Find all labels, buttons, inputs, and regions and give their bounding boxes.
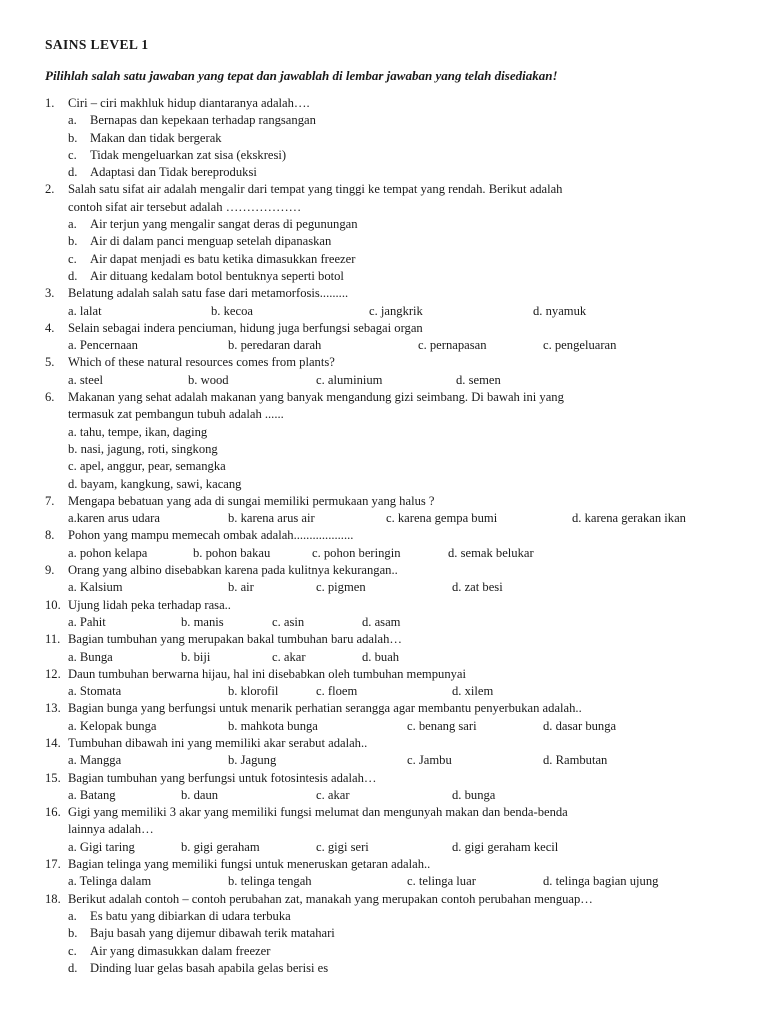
question-number: 10.	[45, 597, 61, 612]
question-text: Ciri – ciri makhluk hidup diantaranya adalah….	[68, 96, 310, 110]
question-line	[0, 527, 768, 544]
question-text: Ujung lidah peka terhadap rasa..	[68, 597, 231, 612]
question-number: 13.	[45, 701, 61, 716]
question-3	[0, 285, 768, 320]
question-line	[0, 700, 768, 717]
answer-option: b. air	[228, 580, 254, 595]
answer-option: a. Telinga dalam	[68, 874, 152, 889]
question-17	[0, 856, 768, 891]
question-4	[0, 320, 768, 355]
question-line	[0, 804, 768, 821]
option-text: Makan dan tidak bergerak	[90, 130, 222, 145]
answer-option: a. Mangga	[68, 753, 122, 768]
option-text: Dinding luar gelas basah apabila gelas berisi es	[90, 960, 329, 975]
question-line	[0, 631, 768, 648]
question-number: 17.	[45, 857, 61, 872]
option-letter: a.	[68, 217, 77, 232]
answer-options-row	[0, 372, 768, 389]
answer-option: c. asin	[272, 614, 305, 629]
question-line	[0, 389, 768, 406]
option-text: a. tahu, tempe, ikan, daging	[68, 424, 208, 439]
answer-option: c. telinga luar	[407, 874, 476, 889]
option-letter: b.	[68, 234, 78, 249]
option-text: Air di dalam panci menguap setelah dipanaskan	[90, 234, 332, 249]
question-line	[0, 666, 768, 683]
question-text: lainnya adalah…	[68, 822, 154, 837]
answer-option: b. peredaran darah	[228, 338, 322, 353]
answer-option: c. benang sari	[407, 718, 477, 733]
answer-option: b. gigi geraham	[181, 839, 260, 854]
question-text: Orang yang albino disebabkan karena pada kulitnya kekurangan..	[68, 563, 398, 578]
question-line	[0, 856, 768, 873]
option-text: Air terjun yang mengalir sangat deras di pegunungan	[90, 217, 358, 232]
option-b	[0, 130, 768, 147]
answer-option: d. semen	[456, 372, 501, 387]
option-text: Air yang dimasukkan dalam freezer	[90, 943, 271, 958]
question-number: 1.	[45, 96, 55, 110]
option-line	[0, 424, 768, 441]
answer-option: b. daun	[181, 787, 219, 802]
question-16	[0, 804, 768, 856]
question-text: Tumbuhan dibawah ini yang memiliki akar serabut adalah..	[68, 735, 368, 750]
answer-option: d. xilem	[452, 684, 494, 699]
answer-option: b. mahkota bunga	[228, 718, 318, 733]
question-text: Makanan yang sehat adalah makanan yang banyak mengandung gizi seimbang. Di bawah ini yang	[68, 390, 564, 405]
answer-option: c. akar	[316, 787, 350, 802]
option-text: Es batu yang dibiarkan di udara terbuka	[90, 908, 291, 923]
answer-option: d. gigi geraham kecil	[452, 839, 559, 854]
option-d	[0, 164, 768, 181]
option-text: c. apel, anggur, pear, semangka	[68, 459, 226, 474]
question-line	[0, 770, 768, 787]
answer-option: a.karen arus udara	[68, 511, 160, 526]
answer-option: b. biji	[181, 649, 211, 664]
answer-options-row	[0, 303, 768, 320]
answer-option: d. Rambutan	[543, 753, 608, 768]
question-line	[0, 735, 768, 752]
option-letter: d.	[68, 165, 78, 180]
option-d	[0, 960, 768, 977]
page-title: SAINS LEVEL 1	[45, 37, 149, 52]
question-line	[0, 199, 768, 216]
question-number: 8.	[45, 528, 55, 543]
answer-option: d. bunga	[452, 787, 496, 802]
question-6	[0, 389, 768, 493]
option-c	[0, 943, 768, 960]
question-line	[0, 320, 768, 337]
option-letter: c.	[68, 147, 77, 162]
answer-option: c. akar	[272, 649, 306, 664]
answer-option: d. semak belukar	[448, 545, 534, 560]
answer-option: c. aluminium	[316, 372, 383, 387]
answer-option: b. wood	[188, 372, 229, 387]
question-9	[0, 562, 768, 597]
answer-option: d. dasar bunga	[543, 718, 617, 733]
answer-option: c. gigi seri	[316, 839, 369, 854]
answer-options-row	[0, 649, 768, 666]
question-text: Pohon yang mampu memecah ombak adalah...................	[68, 528, 354, 543]
answer-option: a. Bunga	[68, 649, 113, 664]
question-1	[0, 95, 768, 181]
answer-options-row	[0, 337, 768, 354]
question-number: 18.	[45, 891, 61, 906]
option-text: Air dapat menjadi es batu ketika dimasukkan freezer	[90, 251, 356, 266]
instruction: Pilihlah salah satu jawaban yang tepat dan jawablah di lembar jawaban yang telah disediakan!	[45, 68, 558, 83]
answer-option: b. telinga tengah	[228, 874, 312, 889]
answer-option: b. manis	[181, 614, 224, 629]
option-a	[0, 112, 768, 129]
answer-option: c. jangkrik	[369, 303, 423, 318]
answer-option: a. pohon kelapa	[68, 545, 148, 560]
question-line	[0, 597, 768, 614]
option-a	[0, 908, 768, 925]
question-12	[0, 666, 768, 701]
question-text: Bagian bunga yang berfungsi untuk menarik perhatian serangga agar membantu penyerbukan adalah..	[68, 701, 582, 716]
question-number: 6.	[45, 390, 55, 405]
question-2	[0, 181, 768, 285]
answer-option: b. kecoa	[211, 303, 253, 318]
answer-options-row	[0, 510, 768, 527]
answer-option: d. asam	[362, 614, 401, 629]
question-5	[0, 354, 768, 389]
question-text: Berikut adalah contoh – contoh perubahan zat, manakah yang merupakan contoh perubahan menguap…	[68, 891, 593, 906]
answer-option: c. pigmen	[316, 580, 366, 595]
option-line	[0, 458, 768, 475]
answer-option: b. pohon bakau	[193, 545, 271, 560]
question-text: Daun tumbuhan berwarna hijau, hal ini disebabkan oleh tumbuhan mempunyai	[68, 666, 467, 681]
answer-option: b. Jagung	[228, 753, 277, 768]
question-line	[0, 181, 768, 198]
answer-option: c. pengeluaran	[543, 338, 617, 353]
question-line	[0, 354, 768, 371]
question-10	[0, 597, 768, 632]
option-line	[0, 441, 768, 458]
option-text: b. nasi, jagung, roti, singkong	[68, 441, 218, 456]
question-list	[0, 95, 768, 977]
question-line	[0, 562, 768, 579]
option-letter: a.	[68, 113, 77, 128]
question-number: 9.	[45, 563, 55, 578]
question-number: 4.	[45, 320, 55, 335]
answer-options-row	[0, 579, 768, 596]
answer-options-row	[0, 839, 768, 856]
option-text: d. bayam, kangkung, sawi, kacang	[68, 476, 242, 491]
answer-option: a. Kelopak bunga	[68, 718, 157, 733]
question-number: 7.	[45, 493, 55, 508]
answer-options-row	[0, 545, 768, 562]
question-text: Selain sebagai indera penciuman, hidung juga berfungsi sebagai organ	[68, 320, 423, 335]
answer-options-row	[0, 718, 768, 735]
option-b	[0, 925, 768, 942]
option-text: Bernapas dan kepekaan terhadap rangsangan	[90, 113, 316, 128]
option-text: Adaptasi dan Tidak bereproduksi	[90, 165, 257, 180]
answer-option: a. Batang	[68, 787, 116, 802]
question-13	[0, 700, 768, 735]
question-number: 5.	[45, 355, 55, 370]
question-text: Mengapa bebatuan yang ada di sungai memiliki permukaan yang halus ?	[68, 493, 435, 508]
question-text: Bagian tumbuhan yang berfungsi untuk fotosintesis adalah…	[68, 770, 377, 785]
answer-option: a. Gigi taring	[68, 839, 135, 854]
option-text: Baju basah yang dijemur dibawah terik matahari	[90, 926, 335, 941]
question-line	[0, 285, 768, 302]
answer-options-row	[0, 787, 768, 804]
question-number: 15.	[45, 770, 61, 785]
question-7	[0, 493, 768, 528]
question-line	[0, 406, 768, 423]
question-line	[0, 95, 768, 112]
option-text: Air dituang kedalam botol bentuknya seperti botol	[90, 268, 344, 283]
answer-option: c. karena gempa bumi	[386, 511, 498, 526]
question-15	[0, 770, 768, 805]
answer-options-row	[0, 873, 768, 890]
option-letter: b.	[68, 926, 78, 941]
answer-option: a. steel	[68, 372, 103, 387]
question-line	[0, 493, 768, 510]
answer-option: d. telinga bagian ujung	[543, 874, 659, 889]
answer-option: a. Pencernaan	[68, 338, 138, 353]
answer-option: b. klorofil	[228, 684, 279, 699]
question-number: 11.	[45, 632, 61, 647]
option-letter: d.	[68, 268, 78, 283]
answer-option: c. Jambu	[407, 753, 452, 768]
answer-option: c. pohon beringin	[312, 545, 401, 560]
option-letter: d.	[68, 960, 78, 975]
answer-option: d. karena gerakan ikan	[572, 511, 686, 526]
answer-option: c. pernapasan	[418, 338, 487, 353]
question-text: Belatung adalah salah satu fase dari metamorfosis.........	[68, 286, 349, 301]
option-text: Tidak mengeluarkan zat sisa (ekskresi)	[90, 147, 287, 162]
option-letter: b.	[68, 130, 78, 145]
question-text: Gigi yang memiliki 3 akar yang memiliki fungsi melumat dan mengunyah makan dan benda-benda	[68, 805, 568, 820]
question-text: Salah satu sifat air adalah mengalir dari tempat yang tinggi ke tempat yang rendah. Berikut adalah	[68, 182, 563, 197]
option-letter: c.	[68, 943, 77, 958]
answer-option: d. buah	[362, 649, 400, 664]
option-d	[0, 268, 768, 285]
question-number: 16.	[45, 805, 61, 820]
question-text: Bagian tumbuhan yang merupakan bakal tumbuhan baru adalah…	[68, 632, 402, 647]
question-11	[0, 631, 768, 666]
option-letter: c.	[68, 251, 77, 266]
question-18	[0, 891, 768, 977]
answer-options-row	[0, 752, 768, 769]
option-line	[0, 476, 768, 493]
option-letter: a.	[68, 908, 77, 923]
answer-options-row	[0, 614, 768, 631]
answer-option: d. nyamuk	[533, 303, 587, 318]
question-number: 2.	[45, 182, 55, 197]
question-number: 12.	[45, 666, 61, 681]
question-line	[0, 891, 768, 908]
question-text: termasuk zat pembangun tubuh adalah ......	[68, 407, 284, 422]
question-text: contoh sifat air tersebut adalah ………………	[68, 199, 302, 214]
question-number: 3.	[45, 286, 55, 301]
question-text: Bagian telinga yang memiliki fungsi untuk meneruskan getaran adalah..	[68, 857, 431, 872]
answer-option: a. Kalsium	[68, 580, 123, 595]
question-number: 14.	[45, 735, 61, 750]
option-c	[0, 251, 768, 268]
question-14	[0, 735, 768, 770]
answer-option: b. karena arus air	[228, 511, 315, 526]
option-a	[0, 216, 768, 233]
option-b	[0, 233, 768, 250]
answer-option: a. Stomata	[68, 684, 122, 699]
question-text: Which of these natural resources comes from plants?	[68, 355, 335, 370]
question-8	[0, 527, 768, 562]
answer-options-row	[0, 683, 768, 700]
question-line	[0, 821, 768, 838]
answer-option: a. Pahit	[68, 614, 106, 629]
answer-option: c. floem	[316, 684, 358, 699]
answer-option: a. lalat	[68, 303, 102, 318]
answer-option: d. zat besi	[452, 580, 503, 595]
option-c	[0, 147, 768, 164]
